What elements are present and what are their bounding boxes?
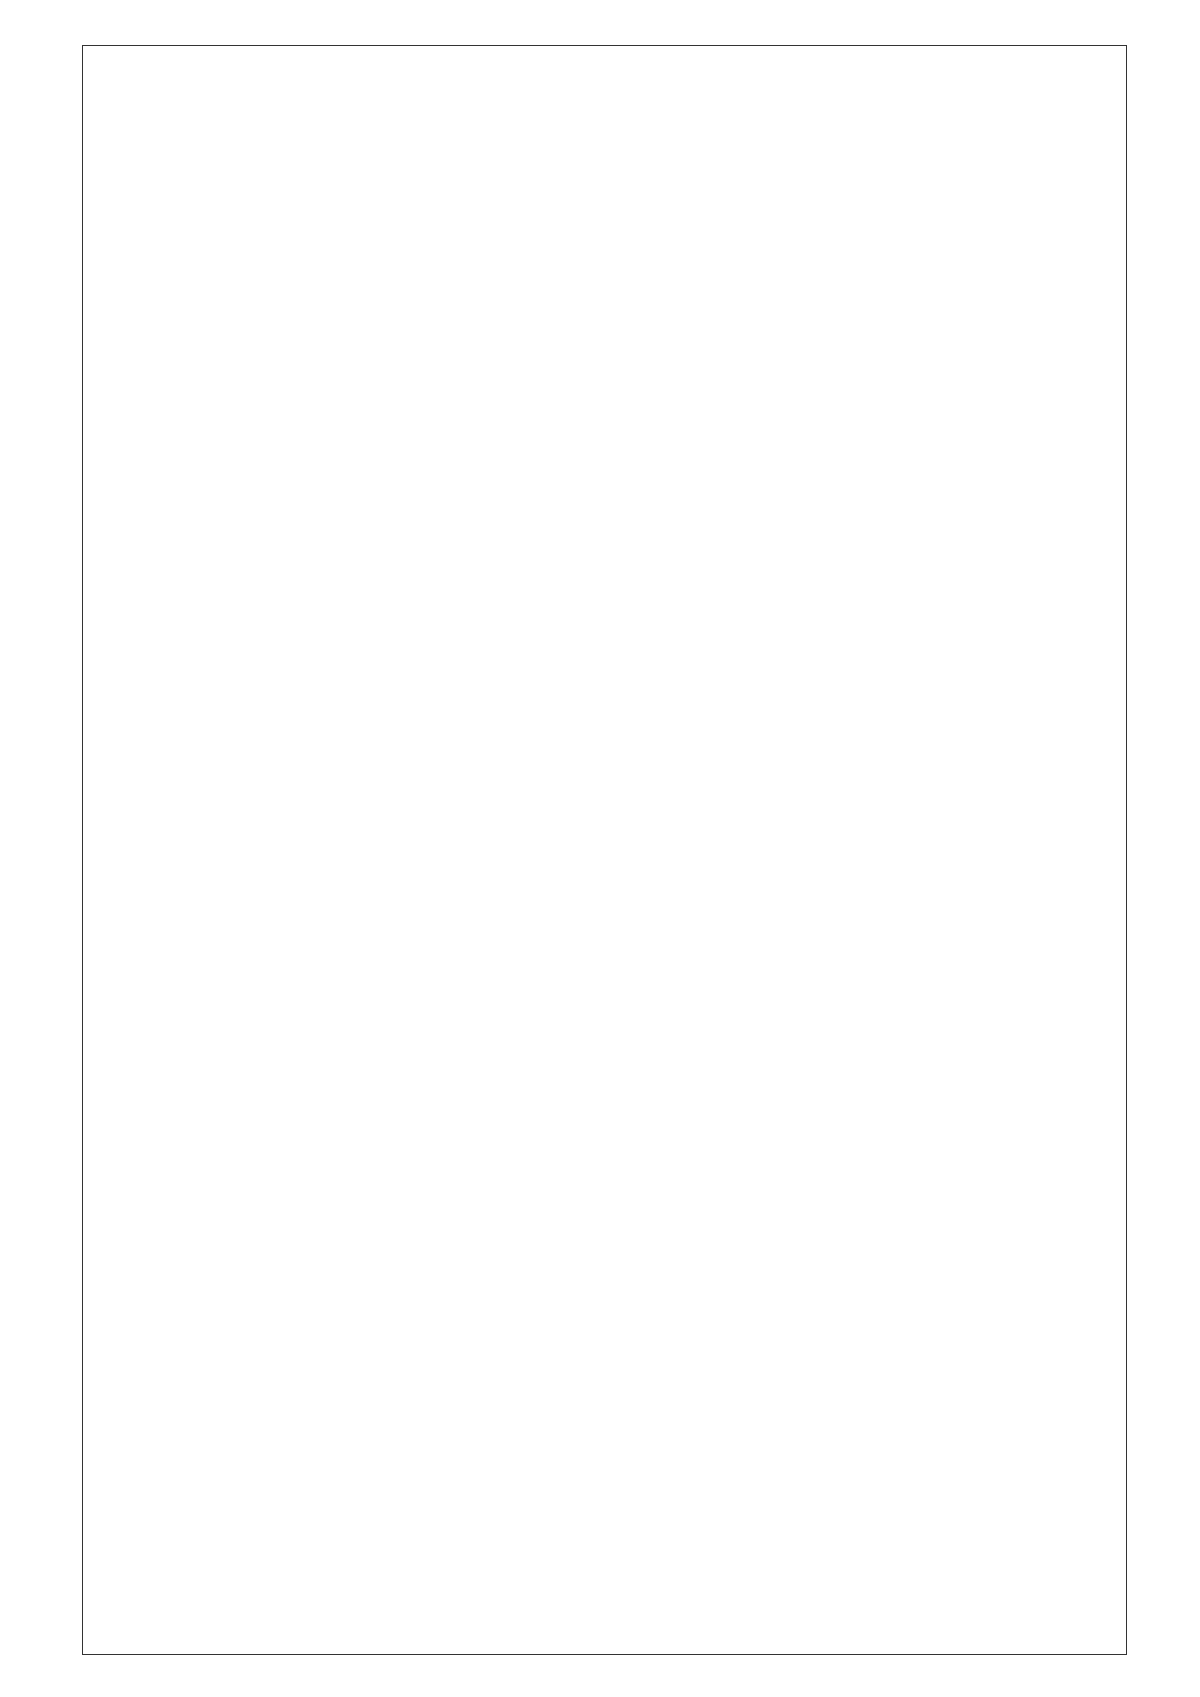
table-border [82, 45, 1127, 1655]
table-header [82, 45, 230, 1655]
capital-repair-table [82, 45, 1127, 1655]
